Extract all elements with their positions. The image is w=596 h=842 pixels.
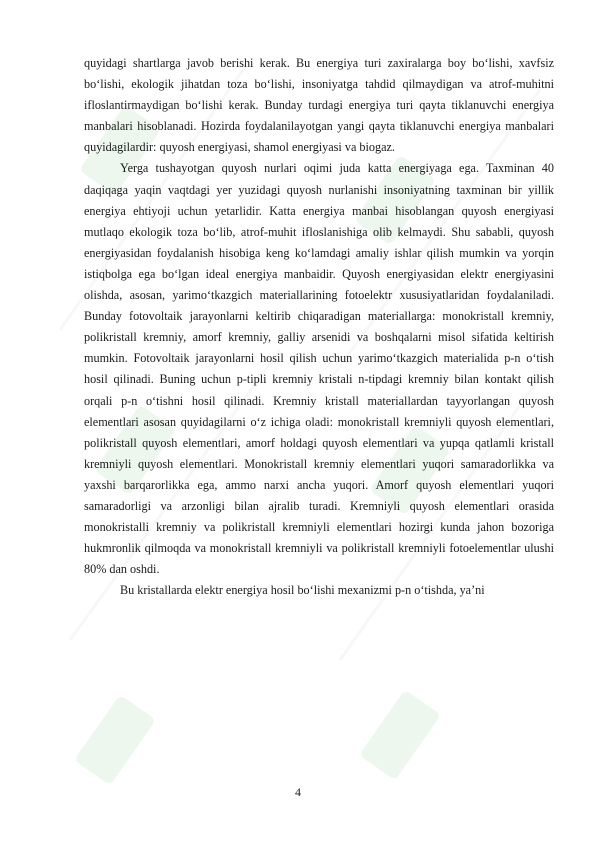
page-number: 4: [295, 785, 301, 799]
watermark-mark-left-bottom: [74, 695, 156, 786]
paragraph-3: Bu kristallarda elektr energiya hosil bo‘lishi mexanizmi p-n o‘tishda, ya’ni: [120, 583, 485, 598]
paragraph-2: Yerga tushayotgan quyosh nurlari oqimi juda katta energiyaga ega. Taxminan 40 daqiqaga yaqin vaqtdagi yer yuzidagi quyosh nurlanishi insoniyatning taxminan bir yillik energiya ehtiyoji uchun yetarlidir. Katta energiya manbai hisoblangan quyosh energiyasi mutlaqo ekologik toza bo‘lib, atrof-muhit ifloslanishiga olib kelmaydi. Shu sababli, quyosh energiyasidan foydalanish hisobiga keng ko‘lamdagi amaliy ishlar qilish mumkin va yorqin istiqbolga ega bo‘lgan ideal energiya manbaidir. Quyosh energiyasidan elektr energiyasini olishda, asosan, yarimo‘tkazgich materiallarining fotoelektr xususiyatlaridan foydalaniladi. Bunday fotovoltaik jarayonlarni keltirib chiqaradigan materiallarga: monokristall kremniy, polikristall kremniy, amorf kremniy, galliy arsenidi va boshqalarni misol sifatida keltirish mumkin. Fotovoltaik jarayonlarni hosil qilish uchun yarimo‘tkazgich materialida p-n o‘tish hosil qilinadi. Buning uchun p-tipli kremniy kristali n-tipdagi kremniy bilan kontakt qilish orqali p-n o‘tishni hosil qilinadi. Kremniy kristall materiallardan tayyorlangan quyosh elementlari asosan quyidagilarni o‘z ichiga oladi: monokristall kremniyli quyosh elementlari, polikristall quyosh elementlari, amorf holdagi quyosh elementlari va yupqa qatlamli kristall kremniyli quyosh elementlari. Monokristall kremniy elementlari yuqori samaradorlikka va yaxshi barqarorlikka ega, ammo narxi ancha yuqori. Amorf quyosh elementlari yuqori samaradorligi va arzonligi bilan ajralib turadi. Kremniyli quyosh elementlari orasida monokristalli kremniy va polikristall kremniyli elementlari hozirgi kunda jahon bozoriga hukmronlik qilmoqda va monokristall kremniyli va polikristall kremniyli fotoelementlar ulushi 80% dan oshdi.: [84, 161, 554, 577]
paragraph-1: quyidagi shartlarga javob berishi kerak. Bu energiya turi zaxiralarga boy bo‘lishi, xavfsiz bo‘lishi, ekologik jihatdan toza bo‘lishi, insoniyatga tahdid qilmaydigan va atrof-muhitni ifloslantirmaydigan bo‘lishi kerak. Bunday turdagi energiya turi qayta tiklanuvchi energiya manbalari hisoblanadi. Hozirda foydalanilayotgan yangi qayta tiklanuvchi energiya manbalari quyidagilardir: quyosh energiyasi, shamol energiyasi va biogaz.: [84, 56, 554, 155]
watermark-mark-right-bottom: [359, 690, 441, 781]
document-body: [84, 53, 554, 601]
